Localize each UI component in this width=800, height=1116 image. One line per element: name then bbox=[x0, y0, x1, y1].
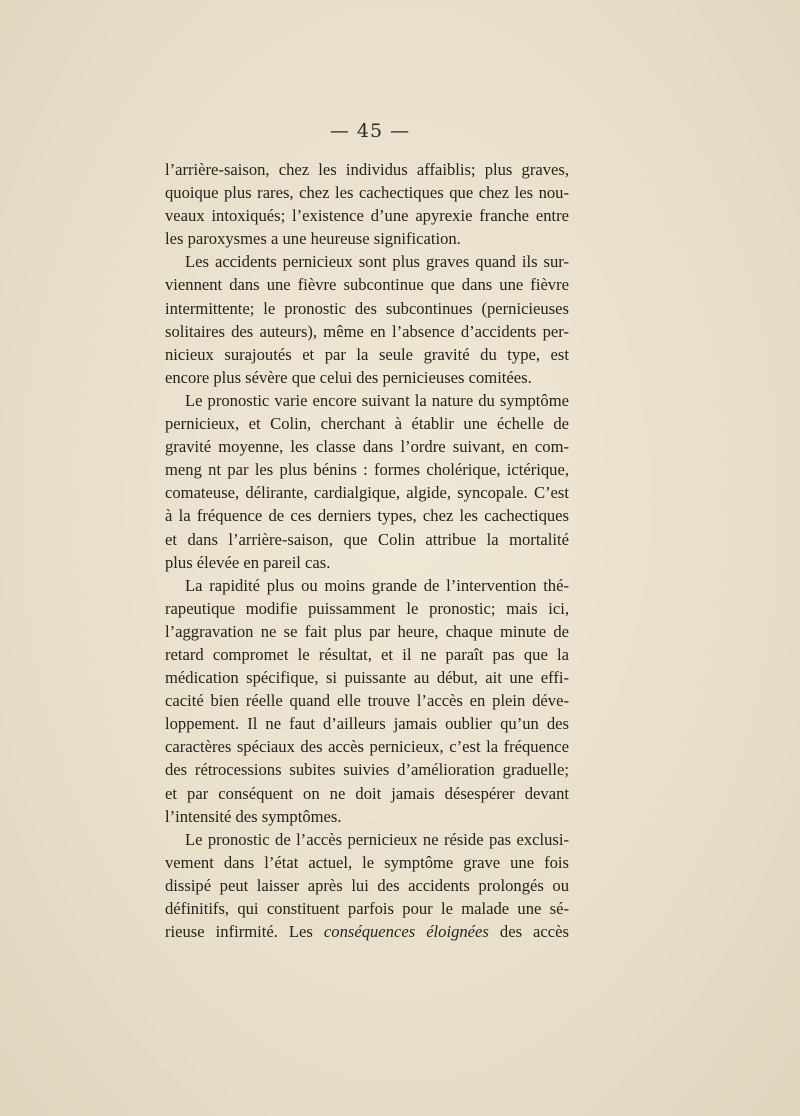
text-line: plus élevée en pareil cas. bbox=[165, 552, 331, 572]
text-line: solitaires des auteurs), même en l’absence d’accidents per- bbox=[165, 321, 569, 341]
text-line: intermittente; le pronostic des subcontinues (pernicieuses bbox=[165, 298, 569, 318]
text-line: dissipé peut laisser après lui des accidents prolongés ou bbox=[165, 875, 569, 895]
text-line: nicieux surajoutés et par la seule gravité du type, est bbox=[165, 344, 569, 364]
text-line: meng nt par les plus bénins : formes cholérique, ictérique, bbox=[165, 460, 569, 480]
text-line: Les accidents pernicieux sont plus graves quand ils sur- bbox=[185, 252, 569, 272]
text-line: l’intensité des symptômes. bbox=[165, 806, 342, 826]
text-line-final bbox=[165, 920, 569, 943]
text-line: retard compromet le résultat, et il ne paraît pas que la bbox=[165, 644, 569, 664]
text-line: veaux intoxiqués; l’existence d’une apyrexie franche entre bbox=[165, 206, 569, 226]
text-line: Le pronostic de l’accès pernicieux ne réside pas exclusi- bbox=[185, 829, 569, 849]
text-line: les paroxysmes a une heureuse signification. bbox=[165, 229, 461, 249]
text-line: comateuse, délirante, cardialgique, algide, syncopale. C’est bbox=[165, 483, 569, 503]
text-segment: des accès bbox=[488, 922, 569, 942]
body-text bbox=[165, 158, 569, 943]
text-line: vement dans l’état actuel, le symptôme grave une fois bbox=[165, 852, 569, 872]
text-line: Le pronostic varie encore suivant la nature du symptôme bbox=[185, 390, 569, 410]
text-line: loppement. Il ne faut d’ailleurs jamais oublier qu’un des bbox=[165, 714, 569, 734]
page-number: — 45 — bbox=[329, 120, 411, 142]
text-line: cacité bien réelle quand elle trouve l’accès en plein déve- bbox=[165, 691, 569, 711]
text-line: médication spécifique, si puissante au début, ait une effi- bbox=[165, 668, 569, 688]
text-line: rapeutique modifie puissamment le pronostic; mais ici, bbox=[165, 598, 569, 618]
text-line: des rétrocessions subites suivies d’amélioration graduelle; bbox=[165, 760, 569, 780]
text-line: encore plus sévère que celui des pernicieuses comitées. bbox=[165, 367, 532, 387]
text-line: viennent dans une fièvre subcontinue que dans une fièvre bbox=[165, 275, 569, 295]
text-line: l’arrière-saison, chez les individus affaiblis; plus graves, bbox=[165, 160, 569, 179]
text-line: et par conséquent on ne doit jamais désespérer devant bbox=[165, 783, 569, 803]
text-line: gravité moyenne, les classe dans l’ordre suivant, en com- bbox=[165, 437, 569, 457]
text-line: définitifs, qui constituent parfois pour le malade une sé- bbox=[165, 899, 569, 918]
text-line: à la fréquence de ces derniers types, chez les cachectiques bbox=[165, 506, 569, 526]
text-line: et dans l’arrière-saison, que Colin attribue la mortalité bbox=[165, 529, 569, 549]
text-line: La rapidité plus ou moins grande de l’intervention thé- bbox=[185, 575, 569, 595]
text-line: caractères spéciaux des accès pernicieux, c’est la fréquence bbox=[165, 737, 569, 757]
text-line: pernicieux, et Colin, cherchant à établir une échelle de bbox=[165, 414, 569, 434]
text-line: l’aggravation ne se fait plus par heure, chaque minute de bbox=[165, 621, 569, 641]
italic-segment: conséquences éloignées bbox=[323, 922, 489, 942]
text-line: quoique plus rares, chez les cachectiques que chez les nou- bbox=[165, 183, 569, 203]
text-segment: rieuse infirmité. Les bbox=[165, 922, 324, 942]
